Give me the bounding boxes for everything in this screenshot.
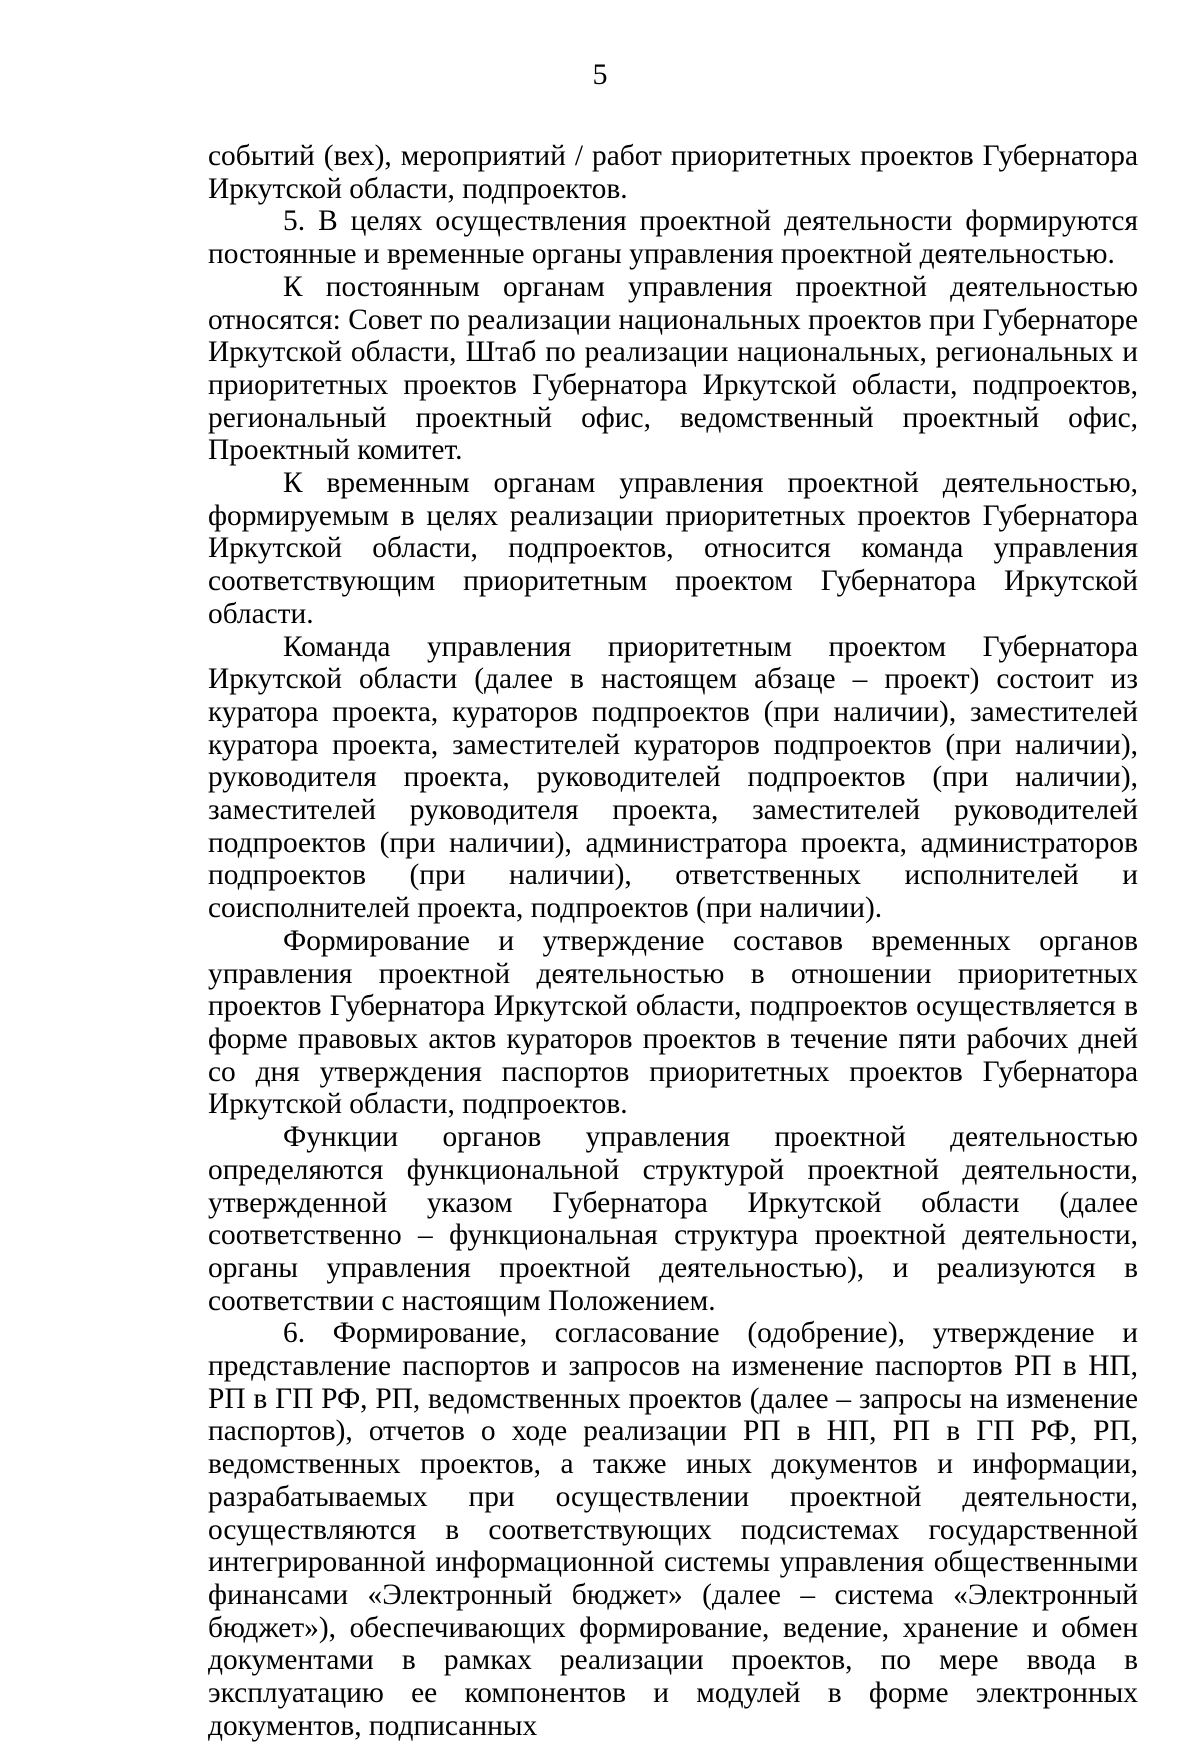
- paragraph-functions: Функции органов управления проектной деятельностью определяются функциональной структурой проектной деятельности, утвержденной указом Губернатора Иркутской области (далее соответственно – функциональная структура проектной деятельности, органы управления проектной деятельностью), и реализуются в соответствии с настоящим Положением.: [208, 1121, 1138, 1317]
- paragraph-continuation: событий (вех), мероприятий / работ приоритетных проектов Губернатора Иркутской области, подпроектов.: [208, 140, 1138, 205]
- paragraph-item-6: 6. Формирование, согласование (одобрение), утверждение и представление паспортов и запросов на изменение паспортов РП в НП, РП в ГП РФ, РП, ведомственных проектов (далее – запросы на изменение паспортов), отчетов о ходе реализации РП в НП, РП в ГП РФ, РП, ведомственных проектов, а также иных документов и информации, разрабатываемых при осуществлении проектной деятельности, осуществляются в соответствующих подсистемах государственной интегрированной информационной системы управления общественными финансами «Электронный бюджет» (далее – система «Электронный бюджет»), обеспечивающих формирование, ведение, хранение и обмен документами в рамках реализации проектов, по мере ввода в эксплуатацию ее компонентов и модулей в форме электронных документов, подписанных: [208, 1317, 1138, 1742]
- paragraph-temporary-bodies: К временным органам управления проектной деятельностью, формируемым в целях реализации приоритетных проектов Губернатора Иркутской области, подпроектов, относится команда управления соответствующим приоритетным проектом Губернатора Иркутской области.: [208, 467, 1138, 630]
- page-number: 5: [592, 58, 608, 91]
- paragraph-permanent-bodies: К постоянным органам управления проектной деятельностью относятся: Совет по реализации национальных проектов при Губернаторе Иркутской области, Штаб по реализации национальных, региональных и приоритетных проектов Губернатора Иркутской области, подпроектов, региональный проектный офис, ведомственный проектный офис, Проектный комитет.: [208, 270, 1138, 467]
- document-body: [208, 140, 1138, 1742]
- paragraph-team-formation: Формирование и утверждение составов временных органов управления проектной деятельностью в отношении приоритетных проектов Губернатора Иркутской области, подпроектов осуществляется в форме правовых актов кураторов проектов в течение пяти рабочих дней со дня утверждения паспортов приоритетных проектов Губернатора Иркутской области, подпроектов.: [208, 924, 1138, 1121]
- paragraph-project-team: Команда управления приоритетным проектом Губернатора Иркутской области (далее в настоящем абзаце – проект) состоит из куратора проекта, кураторов подпроектов (при наличии), заместителей куратора проекта, заместителей кураторов подпроектов (при наличии), руководителя проекта, руководителей подпроектов (при наличии), заместителей руководителя проекта, заместителей руководителей подпроектов (при наличии), администратора проекта, администраторов подпроектов (при наличии), ответственных исполнителей и соисполнителей проекта, подпроектов (при наличии).: [208, 630, 1138, 925]
- paragraph-item-5: 5. В целях осуществления проектной деятельности формируются постоянные и временные органы управления проектной деятельностью.: [208, 205, 1138, 271]
